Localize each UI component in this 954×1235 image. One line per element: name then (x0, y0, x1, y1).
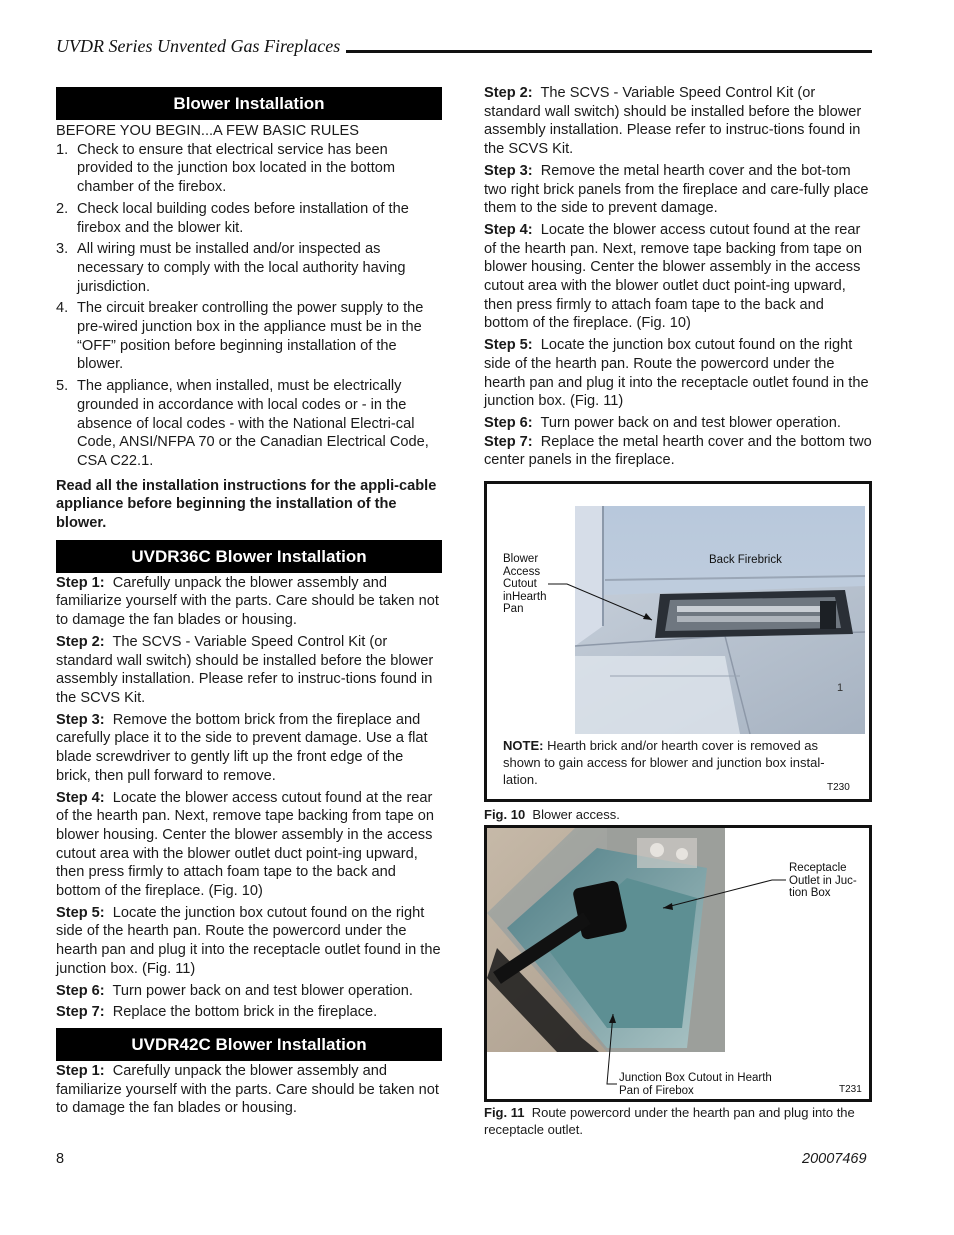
rule-number: 1. (56, 141, 69, 158)
uvdr36c-heading: UVDR36C Blower Installation (56, 540, 442, 573)
rule-text: Check to ensure that electrical service has been provided to the junction box located in the bottom chamber of the firebox. (77, 141, 396, 196)
rule-item (56, 200, 442, 237)
rule-number: 5. (56, 378, 69, 395)
step-label: Step 4: (56, 789, 105, 806)
rules-intro: BEFORE YOU BEGIN...A FEW BASIC RULES (56, 123, 360, 139)
step-label: Step 4: (484, 221, 533, 238)
step-text: Locate the junction box cutout found on the right side of the hearth pan. Route the powercord under the hearth pan and plug it into the receptacle outlet found in the junction box. (Fig. 11) (56, 904, 441, 977)
uvdr42c-step (484, 221, 872, 333)
rule-text: All wiring must be installed and/or inspected as necessary to comply with the local authority having jurisdiction. (77, 241, 406, 295)
header-rule (346, 50, 872, 53)
step-text: Remove the bottom brick from the fireplace and carefully place it to the side to prevent damage. Use a flat blade screwdriver to gently lift up the front edge of the brick, then pull forward to remove. (56, 711, 428, 784)
fig11-code: T231 (839, 1084, 862, 1095)
step-text: Locate the junction box cutout found on the right side of the hearth pan. Route the powercord under the hearth pan and plug it into the receptacle outlet found in the junction box. (Fig. 11) (484, 337, 869, 410)
step-label: Step 7: (484, 433, 533, 450)
rule-number: 2. (56, 200, 69, 217)
step-label: Step 2: (56, 633, 105, 650)
uvdr42c-heading: UVDR42C Blower Installation (56, 1028, 442, 1061)
blower-installation-heading: Blower Installation (56, 87, 442, 120)
uvdr36c-step (56, 633, 442, 708)
uvdr36c-step (56, 574, 442, 630)
step-label: Step 6: (484, 414, 533, 431)
uvdr36c-step (56, 904, 442, 979)
note-label: NOTE: (503, 738, 544, 753)
step-label: Step 3: (484, 162, 533, 179)
document-number: 20007469 (802, 1151, 867, 1167)
step-text: Turn power back on and test blower operation. (540, 414, 841, 431)
caption-text: Route powercord under the hearth pan and plug into the receptacle outlet. (484, 1105, 855, 1137)
uvdr42c-step (484, 336, 872, 411)
caption-label: Fig. 11 (484, 1105, 525, 1120)
label-line: Pan of Firebox (619, 1084, 694, 1097)
uvdr42c-step (484, 162, 872, 218)
step-label: Step 5: (484, 337, 533, 354)
rule-text: Check local building codes before installation of the firebox and the blower kit. (77, 200, 409, 236)
step-text: Turn power back on and test blower operation. (112, 982, 413, 999)
step-text: Locate the blower access cutout found at the rear of the hearth pan. Next, remove tape backing from tape on blower housing. Center the blower assembly in the access cutout area with the blower outlet duct point-ing upward, then press firmly to attach foam tape to the back and bottom of the fireplace. (Fig. 10) (56, 789, 435, 900)
rule-item (56, 141, 442, 197)
right-column (484, 84, 872, 473)
label-line: Outlet in Juc- (789, 874, 857, 887)
step-text: Replace the bottom brick in the fireplace. (112, 1004, 378, 1021)
step-label: Step 1: (56, 574, 105, 591)
label-line: Pan (503, 603, 524, 615)
fig10-note (503, 737, 853, 788)
figure-10-frame (484, 481, 872, 802)
step-text: Replace the metal hearth cover and the bottom two center panels in the fireplace. (484, 433, 872, 469)
step-label: Step 5: (56, 904, 105, 921)
label-line: Blower (503, 553, 539, 565)
page-number: 8 (56, 1151, 65, 1167)
label-line: inHearth (503, 590, 547, 603)
rule-number: 4. (56, 300, 69, 317)
label-line: Access (503, 565, 541, 578)
step-label: Step 3: (56, 711, 105, 728)
step-text: The SCVS - Variable Speed Control Kit (or standard wall switch) should be installed before the blower assembly installation. Please refer to instruc-tions found in the SCVS Kit. (484, 85, 862, 158)
label-line: Junction Box Cutout in Hearth (619, 1072, 772, 1084)
figure-11-frame (484, 825, 872, 1102)
rule-item (56, 377, 442, 471)
uvdr36c-step (56, 1003, 442, 1022)
step-text: Carefully unpack the blower assembly and familiarize yourself with the parts. Care should be taken not to damage the fan blades or housing. (56, 1062, 439, 1117)
left-column (56, 87, 442, 1121)
step-label: Step 2: (484, 85, 533, 101)
uvdr42c-step (484, 414, 872, 433)
uvdr36c-step (56, 711, 442, 786)
fig10-caption (484, 806, 620, 823)
step-label: Step 1: (56, 1062, 105, 1079)
label-line: Cutout (503, 578, 537, 590)
step-text: Carefully unpack the blower assembly and familiarize yourself with the parts. Care should be taken not to damage the fan blades or housing. (56, 574, 439, 629)
fig10-code: T230 (827, 782, 850, 793)
photo-mark: 1 (837, 682, 844, 694)
read-instructions-note: Read all the installation instructions for the appli-cable appliance before beginning the installation of the blower. (56, 477, 437, 532)
step-label: Step 7: (56, 1004, 105, 1021)
uvdr42c-step (484, 433, 872, 470)
label-line: tion Box (789, 887, 831, 899)
rule-item (56, 299, 442, 374)
caption-label: Fig. 10 (484, 807, 526, 822)
rule-text: The circuit breaker controlling the power supply to the pre-wired junction box in the appliance must be in the “OFF” position before beginning installation of the blower. (77, 300, 424, 373)
step-text: The SCVS - Variable Speed Control Kit (or standard wall switch) should be installed before the blower assembly installation. Please refer to instruc-tions found in the SCVS Kit. (56, 633, 434, 706)
fig11-leader-lines (487, 828, 869, 1099)
fig11-caption (484, 1104, 870, 1138)
uvdr42c-step (484, 84, 872, 159)
step-text: Locate the blower access cutout found at the rear of the hearth pan. Next, remove tape backing from tape on blower housing. Center the blower assembly in the access cutout area with the blower outlet duct point-ing upward, then press firmly to attach foam tape to the back and bottom of the fireplace. (Fig. 10) (484, 221, 863, 332)
caption-text: Blower access. (532, 807, 620, 822)
basic-rules-list (56, 141, 442, 471)
step-text: Remove the metal hearth cover and the bot-tom two right brick panels from the fireplace and care-fully place them to the side to prevent damage. (484, 162, 869, 217)
uvdr36c-step (56, 982, 442, 1001)
document-header-title: UVDR Series Unvented Gas Fireplaces (56, 36, 341, 56)
rule-text: The appliance, when installed, must be electrically grounded in accordance with local codes or - in the absence of local codes - with the National Electri-cal Code, ANSI/NFPA 70 or the Canadian Electrical Code, CSA C22.1. (77, 378, 429, 469)
uvdr42c-step (56, 1062, 442, 1118)
uvdr36c-step (56, 789, 442, 901)
rule-item (56, 240, 442, 296)
step-label: Step 6: (56, 982, 105, 999)
rule-number: 3. (56, 241, 69, 258)
note-text: Hearth brick and/or hearth cover is removed as shown to gain access for blower and junction box instal-lation. (503, 738, 825, 787)
label-line: Receptacle (789, 862, 847, 874)
back-firebrick-label: Back Firebrick (709, 554, 782, 566)
